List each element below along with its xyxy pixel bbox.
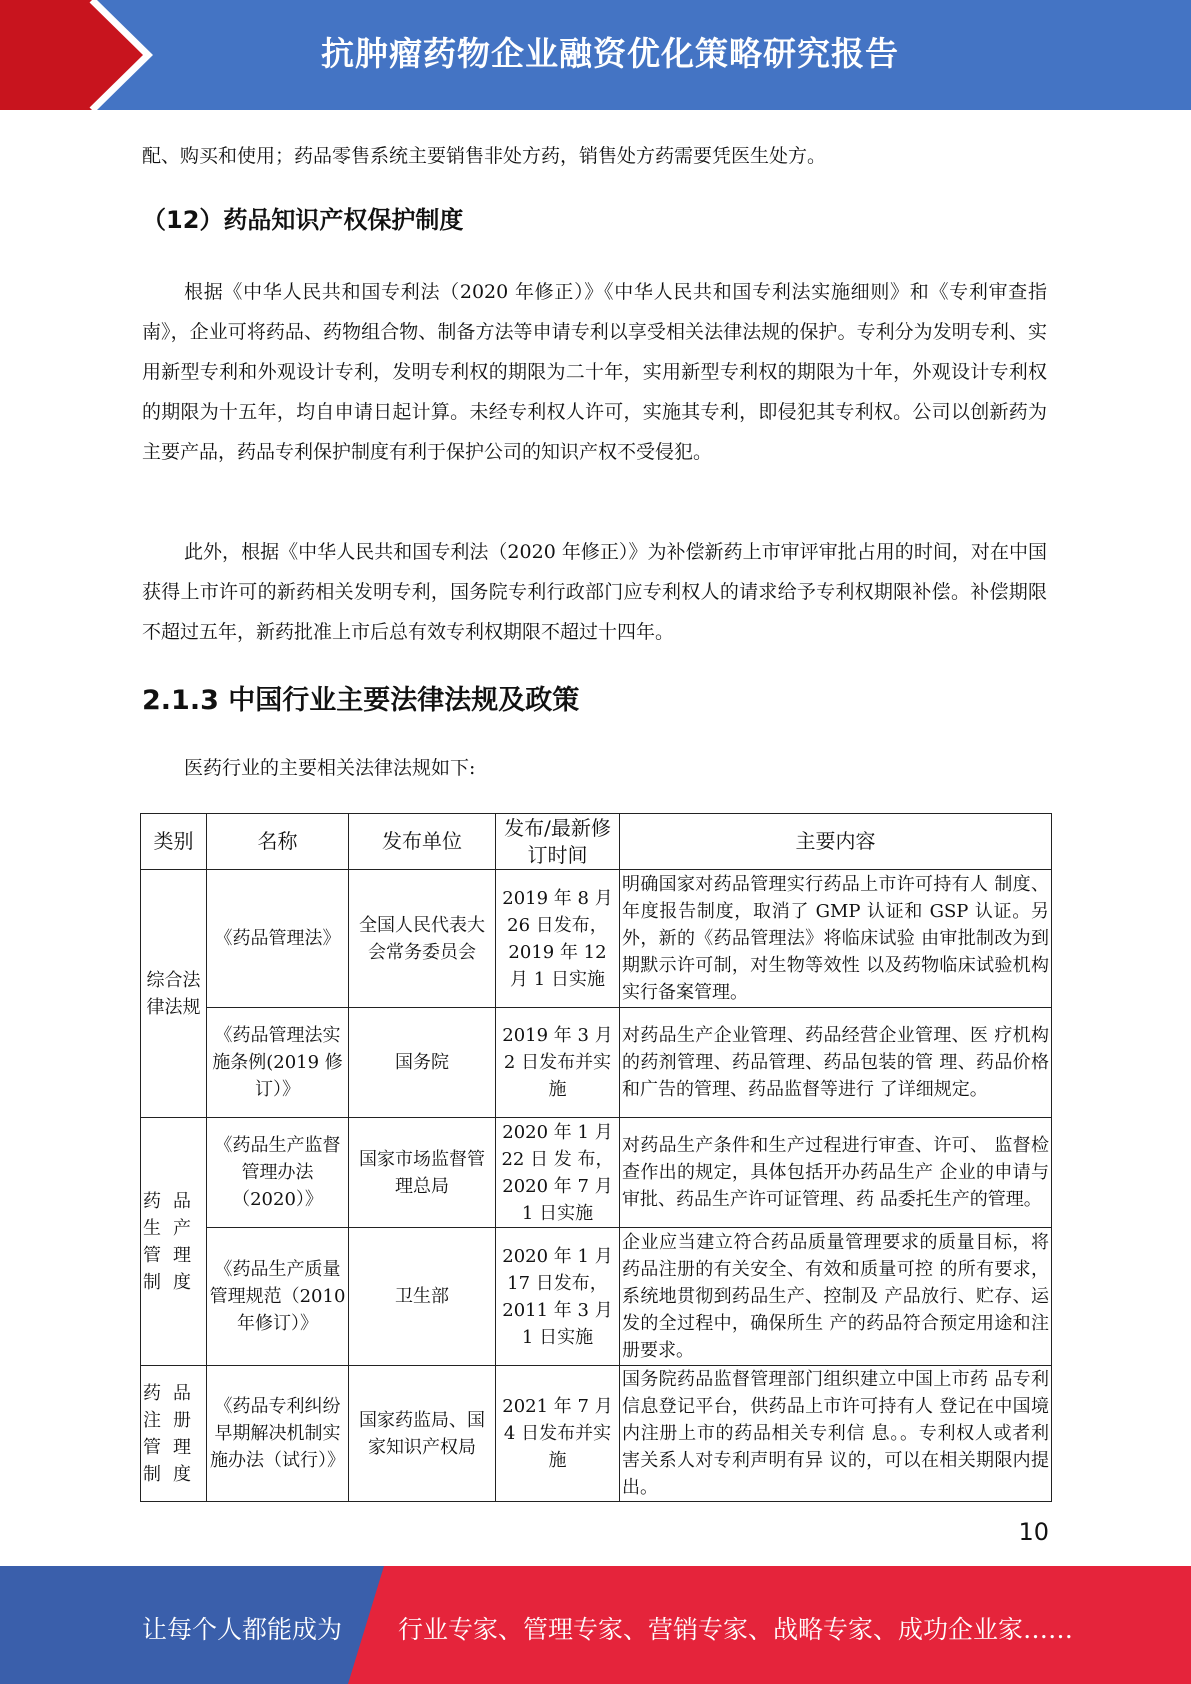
paragraph-table-intro: 医药行业的主要相关法律法规如下: — [184, 757, 476, 779]
paragraph-patent-law: 根据《中华人民共和国专利法（2020 年修正）》《中华人民共和国专利法实施细则》和《专利审查指南》，企业可将药品、药物组合物、制备方法等申请专利以享受相关法律法规的保护。专利分为发明专利、实用新型专利和外观设计专利，发明专利权的期限为二十年，实用新型专利权的期限为十年，外观设计专利权的期限为十五年，均自申请日起计算。未经专利权人许可，实施其专利，即侵犯其专利权。公司以创新药为主要产品，药品专利保护制度有利于保护公司的知识产权不受侵犯。 — [142, 281, 1047, 463]
law-name: 《药品生产监督管理办法（2020）》 — [207, 1118, 349, 1228]
table-row — [141, 1118, 1052, 1228]
content: 对药品生产条件和生产过程进行审查、许可、 监督检查作出的规定，具体包括开办药品生产 企业的申请与审批、药品生产许可证管理、药 品委托生产的管理。 — [620, 1118, 1052, 1228]
page-header — [0, 0, 1191, 110]
content: 对药品生产企业管理、药品经营企业管理、医 疗机构的药剂管理、药品管理、药品包装的管 理、药品价格和广告的管理、药品监督等进行 了详细规定。 — [620, 1008, 1052, 1118]
footer-slogan-right: 行业专家、管理专家、营销专家、战略专家、成功企业家…… — [398, 1615, 1074, 1644]
laws-table — [140, 813, 1052, 1502]
date: 2021 年 7 月 4 日发布并实施 — [496, 1366, 620, 1502]
footer-slogan-left: 让每个人都能成为 — [142, 1615, 343, 1644]
issuer: 国家药监局、国家知识产权局 — [349, 1366, 496, 1502]
page-footer — [0, 1566, 1191, 1684]
content: 明确国家对药品管理实行药品上市许可持有人 制度、年度报告制度，取消了 GMP 认证和 GSP 认证。另外，新的《药品管理法》将临床试验 由审批制改为到期默示许可制，对生物等效性 以及药物临床试验机构实行备案管理。 — [620, 870, 1052, 1008]
section-heading-2-1-3: 2.1.3 中国行业主要法律法规及政策 — [142, 685, 580, 716]
issuer: 国务院 — [349, 1008, 496, 1118]
date: 2020 年 1 月 17 日发布，2011 年 3 月 1 日实施 — [496, 1228, 620, 1366]
paragraph-continuation: 配、购买和使用；药品零售系统主要销售非处方药，销售处方药需要凭医生处方。 — [142, 145, 827, 167]
content: 国务院药品监督管理部门组织建立中国上市药 品专利信息登记平台，供药品上市许可持有人 登记在中国境内注册上市的药品相关专利信 息。。专利权人或者利害关系人对专利声明有异 议的，可以在相关期限内提出。 — [620, 1366, 1052, 1502]
table-header-row — [141, 814, 1052, 870]
date: 2019 年 8 月 26 日发布，2019 年 12 月 1 日实施 — [496, 870, 620, 1008]
category-cell: 综合法律法规 — [141, 870, 207, 1118]
issuer: 卫生部 — [349, 1228, 496, 1366]
category-cell: 药品注册管理制度 — [141, 1366, 207, 1502]
header-arrow-decoration — [0, 0, 300, 110]
law-name: 《药品生产质量管理规范（2010 年修订）》 — [207, 1228, 349, 1366]
header-date: 发布/最新修订时间 — [496, 814, 620, 870]
header-name: 名称 — [207, 814, 349, 870]
table-row — [141, 1008, 1052, 1118]
law-name: 《药品专利纠纷早期解决机制实施办法（试行）》 — [207, 1366, 349, 1502]
category-cell: 药品生产管理制度 — [141, 1118, 207, 1366]
table-row — [141, 870, 1052, 1008]
content: 企业应当建立符合药品质量管理要求的质量目标，将药品注册的有关安全、有效和质量可控 的所有要求，系统地贯彻到药品生产、控制及 产品放行、贮存、运发的全过程中，确保所生 产的药品符合预定用途和注册要求。 — [620, 1228, 1052, 1366]
header-category: 类别 — [141, 814, 207, 870]
page-number: 10 — [1018, 1518, 1049, 1546]
header-content: 主要内容 — [620, 814, 1052, 870]
report-title: 抗肿瘤药物企业融资优化策略研究报告 — [321, 34, 899, 73]
paragraph-patent-compensation: 此外，根据《中华人民共和国专利法（2020 年修正）》为补偿新药上市审评审批占用的时间，对在中国获得上市许可的新药相关发明专利，国务院专利行政部门应专利权人的请求给予专利权期限补偿。补偿期限不超过五年，新药批准上市后总有效专利权期限不超过十四年。 — [142, 541, 1047, 643]
section-heading-ip-protection: （12）药品知识产权保护制度 — [142, 206, 464, 234]
law-name: 《药品管理法实施条例(2019 修订）》 — [207, 1008, 349, 1118]
issuer: 国家市场监督管理总局 — [349, 1118, 496, 1228]
date: 2019 年 3 月 2 日发布并实施 — [496, 1008, 620, 1118]
table-row — [141, 1366, 1052, 1502]
law-name: 《药品管理法》 — [207, 870, 349, 1008]
header-issuer: 发布单位 — [349, 814, 496, 870]
issuer: 全国人民代表大会常务委员会 — [349, 870, 496, 1008]
table-row — [141, 1228, 1052, 1366]
date: 2020 年 1 月 22 日 发 布，2020 年 7 月 1 日实施 — [496, 1118, 620, 1228]
